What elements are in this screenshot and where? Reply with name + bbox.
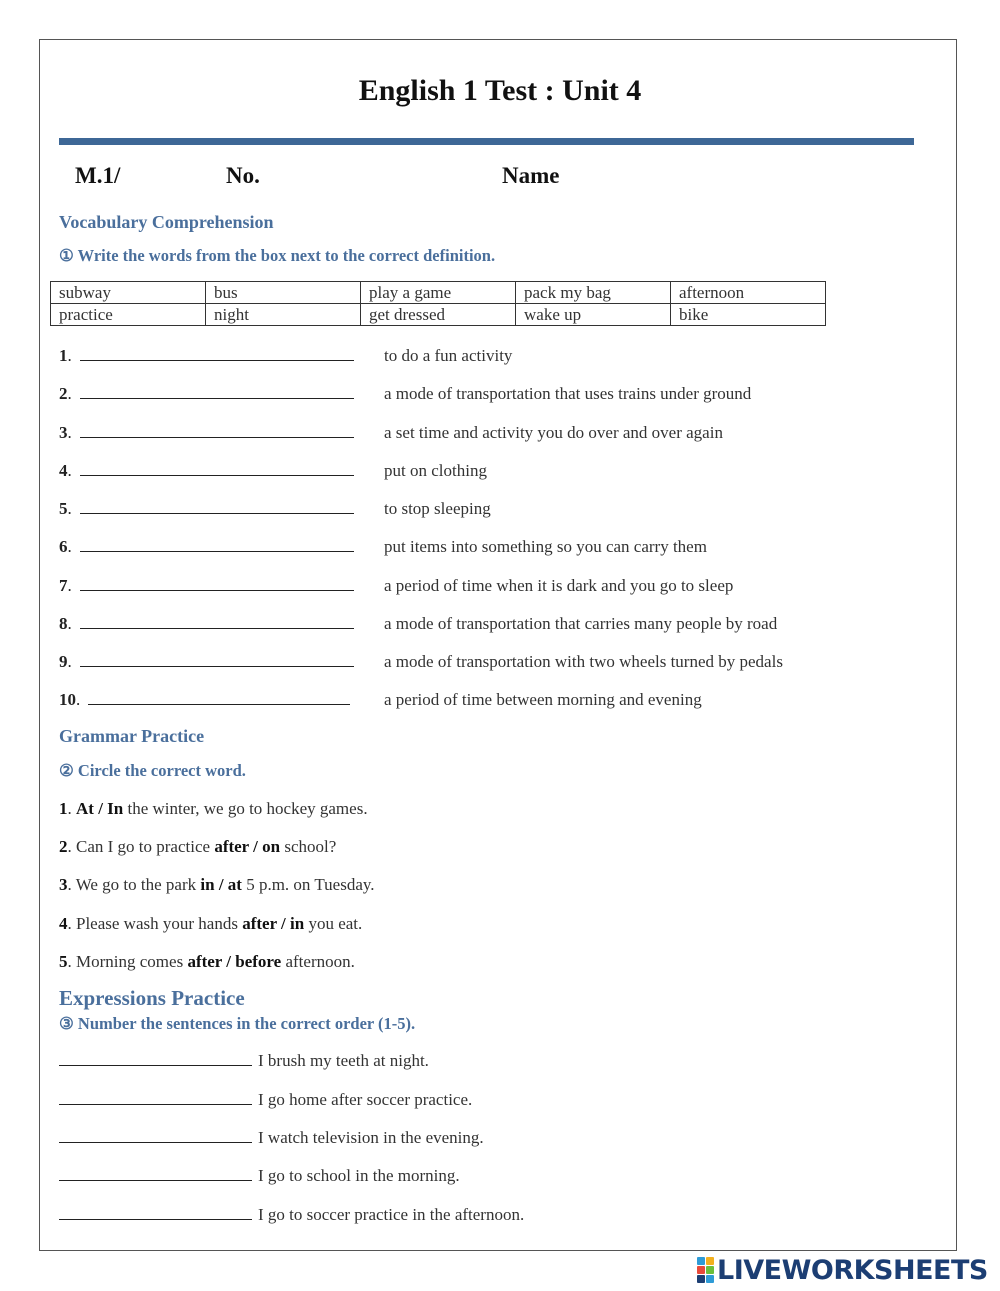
grammar-item: 4. Please wash your hands after / in you eat. [59,914,363,933]
word-box-cell: practice [51,304,206,326]
word-box-cell: night [206,304,361,326]
vocab-definition: a period of time when it is dark and you go to sleep [384,576,734,595]
page-title: English 1 Test : Unit 4 [358,74,642,107]
expression-item [59,1128,484,1148]
expression-item [59,1090,472,1110]
vocab-answer-row: 7. [59,576,354,596]
name-label: Name [502,163,560,188]
expression-item [59,1205,524,1225]
word-box-cell: subway [51,282,206,304]
vocab-answer-row: 2. [59,384,354,404]
answer-blank[interactable] [80,653,354,667]
logo-text: LIVEWORKSHEETS [717,1254,988,1286]
vocab-definition: a mode of transportation that uses trains under ground [384,384,752,403]
vocab-definition: put on clothing [384,461,487,480]
question-number: 5 [59,952,68,971]
number-label: No. [226,163,260,188]
expressions-section-title: Expressions Practice [59,986,245,1010]
vocab-instruction: ① Write the words from the box next to the correct definition. [59,246,496,265]
grammar-item: 1. At / In the winter, we go to hockey games. [59,799,368,818]
answer-blank[interactable] [80,424,354,438]
vocab-answer-row: 3. [59,423,354,443]
order-blank[interactable] [59,1052,252,1066]
question-number: 9 [59,652,68,671]
grammar-item: 3. We go to the park in / at 5 p.m. on Tuesday. [59,875,375,894]
liveworksheets-logo[interactable] [697,1254,988,1286]
vocab-section-title: Vocabulary Comprehension [59,212,274,232]
vocab-definition: put items into something so you can carry them [384,537,707,556]
expression-sentence: I brush my teeth at night. [258,1051,429,1070]
word-box-row [51,304,826,326]
expression-sentence: I go home after soccer practice. [258,1090,473,1109]
question-number: 4 [59,461,68,480]
question-number: 3 [59,875,68,894]
answer-blank[interactable] [80,462,354,476]
word-choice[interactable]: At / In [76,799,124,818]
vocab-definition: a set time and activity you do over and over again [384,423,723,442]
word-box-cell: afternoon [671,282,826,304]
word-box-cell: pack my bag [516,282,671,304]
question-number: 10 [59,690,76,709]
vocab-answer-row: 4. [59,461,354,481]
question-number: 1 [59,799,68,818]
word-box [50,281,826,326]
expression-sentence: I go to soccer practice in the afternoon. [258,1205,525,1224]
word-box-cell: play a game [361,282,516,304]
vocab-answer-row: 8. [59,614,354,634]
word-box-cell: wake up [516,304,671,326]
word-box-cell: bike [671,304,826,326]
question-number: 7 [59,576,68,595]
expression-sentence: I go to school in the morning. [258,1166,460,1185]
vocab-definition: a mode of transportation that carries many people by road [384,614,778,633]
answer-blank[interactable] [80,500,354,514]
question-number: 5 [59,499,68,518]
vocab-answer-row: 1. [59,346,354,366]
answer-blank[interactable] [80,385,354,399]
question-number: 6 [59,537,68,556]
grammar-item: 2. Can I go to practice after / on school? [59,837,337,856]
word-box-row [51,282,826,304]
expression-sentence: I watch television in the evening. [258,1128,484,1147]
word-choice[interactable]: after / before [187,952,282,971]
order-blank[interactable] [59,1129,252,1143]
sentence-start: Morning comes [76,952,188,971]
expressions-instruction: ③ Number the sentences in the correct order (1-5). [59,1014,416,1033]
sentence-end: afternoon. [281,952,355,971]
sentence-end: 5 p.m. on Tuesday. [241,875,375,894]
vocab-definition: to stop sleeping [384,499,491,518]
vocab-definition: a period of time between morning and evening [384,690,702,709]
word-choice[interactable]: in / at [200,875,242,894]
vocab-answer-row: 10. [59,690,350,710]
grammar-section-title: Grammar Practice [59,726,205,746]
word-box-cell: get dressed [361,304,516,326]
expression-item [59,1166,460,1186]
question-number: 1 [59,346,68,365]
sentence-start: Please wash your hands [76,914,243,933]
question-number: 2 [59,837,68,856]
liveworksheets-logo-icon [697,1257,714,1283]
order-blank[interactable] [59,1167,252,1181]
grammar-instruction: ② Circle the correct word. [59,761,246,780]
order-blank[interactable] [59,1091,252,1105]
title-divider [59,138,914,145]
vocab-answer-row: 9. [59,652,354,672]
grammar-item: 5. Morning comes after / before afternoon. [59,952,355,971]
answer-blank[interactable] [80,347,354,361]
sentence-end: you eat. [304,914,363,933]
word-choice[interactable]: after / in [242,914,305,933]
answer-blank[interactable] [80,538,354,552]
answer-blank[interactable] [80,615,354,629]
sentence-end: school? [280,837,337,856]
question-number: 4 [59,914,68,933]
order-blank[interactable] [59,1206,252,1220]
word-choice[interactable]: after / on [214,837,281,856]
sentence-start: Can I go to practice [76,837,215,856]
sentence-end: the winter, we go to hockey games. [123,799,368,818]
word-box-cell: bus [206,282,361,304]
sentence-start: We go to the park [75,875,201,894]
vocab-answer-row: 5. [59,499,354,519]
vocab-answer-row: 6. [59,537,354,557]
question-number: 8 [59,614,68,633]
class-label: M.1/ [75,163,121,188]
expression-item [59,1051,429,1071]
vocab-definition: a mode of transportation with two wheels turned by pedals [384,652,783,671]
question-number: 2 [59,384,68,403]
answer-blank[interactable] [80,577,354,591]
answer-blank[interactable] [88,691,350,705]
vocab-definition: to do a fun activity [384,346,513,365]
question-number: 3 [59,423,68,442]
